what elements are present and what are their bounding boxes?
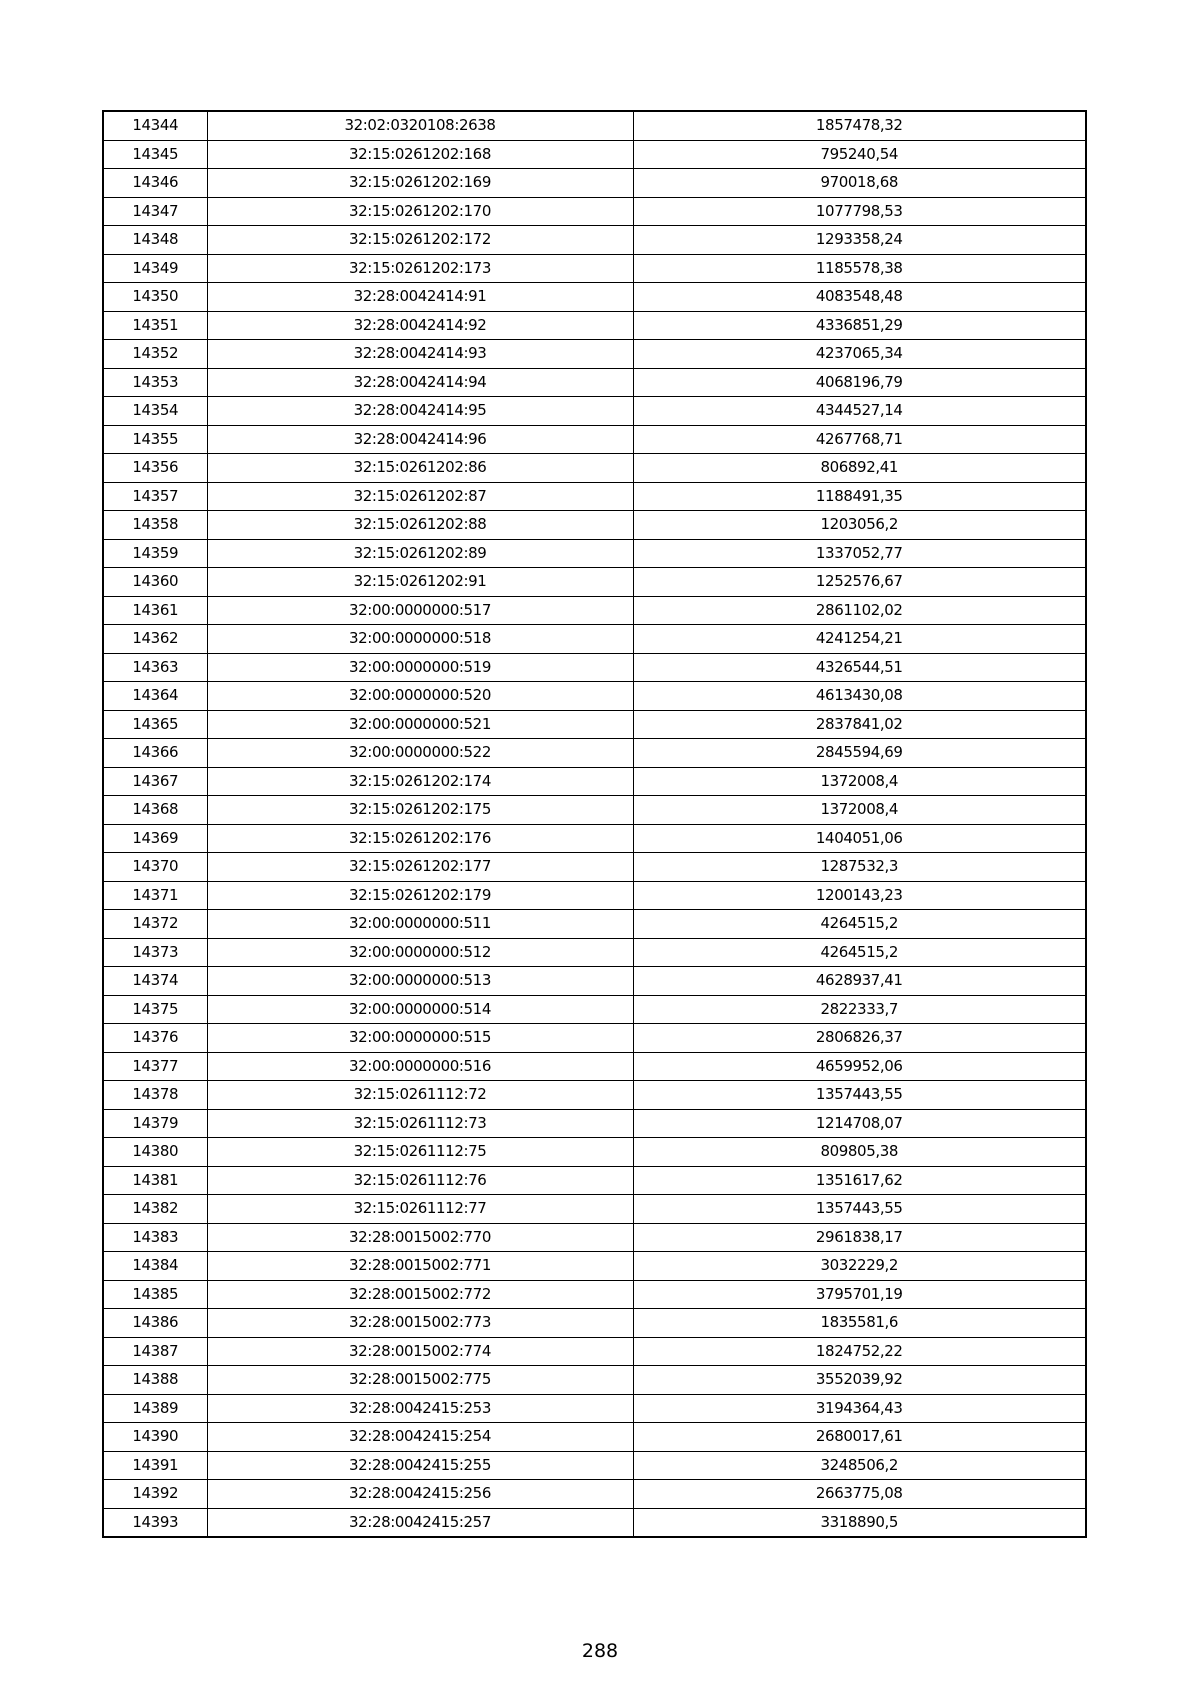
cadastral-value-cell: 1185578,38 <box>633 254 1086 283</box>
table-row <box>103 767 1086 796</box>
cadastral-number-cell: 32:28:0042414:95 <box>207 397 633 426</box>
table-row <box>103 967 1086 996</box>
row-number-cell: 14379 <box>103 1109 207 1138</box>
cadastral-number-cell: 32:28:0015002:770 <box>207 1223 633 1252</box>
cadastral-value-cell: 1214708,07 <box>633 1109 1086 1138</box>
row-number-cell: 14345 <box>103 140 207 169</box>
cadastral-value-cell: 1835581,6 <box>633 1309 1086 1338</box>
row-number-cell: 14347 <box>103 197 207 226</box>
row-number-cell: 14351 <box>103 311 207 340</box>
cadastral-value-cell: 795240,54 <box>633 140 1086 169</box>
row-number-cell: 14352 <box>103 340 207 369</box>
cadastral-value-cell: 1252576,67 <box>633 568 1086 597</box>
cadastral-value-cell: 2861102,02 <box>633 596 1086 625</box>
cadastral-number-cell: 32:00:0000000:518 <box>207 625 633 654</box>
cadastral-number-cell: 32:15:0261202:87 <box>207 482 633 511</box>
cadastral-value-cell: 1200143,23 <box>633 881 1086 910</box>
cadastral-number-cell: 32:15:0261112:72 <box>207 1081 633 1110</box>
cadastral-number-cell: 32:00:0000000:512 <box>207 938 633 967</box>
cadastral-number-cell: 32:28:0015002:772 <box>207 1280 633 1309</box>
cadastral-value-cell: 1357443,55 <box>633 1081 1086 1110</box>
cadastral-value-cell: 1404051,06 <box>633 824 1086 853</box>
cadastral-value-cell: 4068196,79 <box>633 368 1086 397</box>
cadastral-number-cell: 32:28:0042415:253 <box>207 1394 633 1423</box>
table-row <box>103 1109 1086 1138</box>
row-number-cell: 14381 <box>103 1166 207 1195</box>
row-number-cell: 14389 <box>103 1394 207 1423</box>
table-row <box>103 1508 1086 1537</box>
cadastral-value-cell: 1351617,62 <box>633 1166 1086 1195</box>
row-number-cell: 14360 <box>103 568 207 597</box>
table-row <box>103 340 1086 369</box>
cadastral-number-cell: 32:15:0261112:75 <box>207 1138 633 1167</box>
cadastral-value-cell: 4267768,71 <box>633 425 1086 454</box>
row-number-cell: 14358 <box>103 511 207 540</box>
row-number-cell: 14390 <box>103 1423 207 1452</box>
cadastral-number-cell: 32:28:0042414:92 <box>207 311 633 340</box>
cadastral-value-cell: 4264515,2 <box>633 910 1086 939</box>
cadastral-number-cell: 32:28:0015002:773 <box>207 1309 633 1338</box>
table-row <box>103 853 1086 882</box>
cadastral-value-cell: 1287532,3 <box>633 853 1086 882</box>
table-row <box>103 1423 1086 1452</box>
table-row <box>103 169 1086 198</box>
row-number-cell: 14370 <box>103 853 207 882</box>
table-row <box>103 140 1086 169</box>
cadastral-number-cell: 32:15:0261202:169 <box>207 169 633 198</box>
cadastral-number-cell: 32:28:0042414:94 <box>207 368 633 397</box>
table-row <box>103 1024 1086 1053</box>
row-number-cell: 14359 <box>103 539 207 568</box>
cadastral-number-cell: 32:15:0261112:73 <box>207 1109 633 1138</box>
row-number-cell: 14383 <box>103 1223 207 1252</box>
table-row <box>103 682 1086 711</box>
table-row <box>103 226 1086 255</box>
table-row <box>103 283 1086 312</box>
table-row <box>103 1166 1086 1195</box>
row-number-cell: 14367 <box>103 767 207 796</box>
row-number-cell: 14361 <box>103 596 207 625</box>
row-number-cell: 14385 <box>103 1280 207 1309</box>
table-row <box>103 1337 1086 1366</box>
table-row <box>103 1052 1086 1081</box>
table-row <box>103 1394 1086 1423</box>
cadastral-value-cell: 1203056,2 <box>633 511 1086 540</box>
table-row <box>103 397 1086 426</box>
cadastral-number-cell: 32:00:0000000:514 <box>207 995 633 1024</box>
cadastral-number-cell: 32:15:0261202:176 <box>207 824 633 853</box>
cadastral-value-cell: 2806826,37 <box>633 1024 1086 1053</box>
cadastral-value-cell: 1077798,53 <box>633 197 1086 226</box>
cadastral-value-cell: 2837841,02 <box>633 710 1086 739</box>
cadastral-value-cell: 1293358,24 <box>633 226 1086 255</box>
table-row <box>103 910 1086 939</box>
row-number-cell: 14356 <box>103 454 207 483</box>
row-number-cell: 14362 <box>103 625 207 654</box>
table-row <box>103 625 1086 654</box>
cadastral-number-cell: 32:28:0015002:774 <box>207 1337 633 1366</box>
cadastral-number-cell: 32:00:0000000:517 <box>207 596 633 625</box>
cadastral-number-cell: 32:00:0000000:516 <box>207 1052 633 1081</box>
cadastral-value-cell: 1337052,77 <box>633 539 1086 568</box>
row-number-cell: 14393 <box>103 1508 207 1537</box>
table-row <box>103 454 1086 483</box>
cadastral-number-cell: 32:15:0261202:89 <box>207 539 633 568</box>
row-number-cell: 14368 <box>103 796 207 825</box>
cadastral-number-cell: 32:00:0000000:515 <box>207 1024 633 1053</box>
cadastral-number-cell: 32:15:0261202:175 <box>207 796 633 825</box>
row-number-cell: 14346 <box>103 169 207 198</box>
row-number-cell: 14375 <box>103 995 207 1024</box>
table-row <box>103 739 1086 768</box>
cadastral-number-cell: 32:28:0042415:257 <box>207 1508 633 1537</box>
table-row <box>103 254 1086 283</box>
row-number-cell: 14380 <box>103 1138 207 1167</box>
row-number-cell: 14371 <box>103 881 207 910</box>
row-number-cell: 14369 <box>103 824 207 853</box>
row-number-cell: 14350 <box>103 283 207 312</box>
table-row <box>103 596 1086 625</box>
table-row <box>103 796 1086 825</box>
cadastral-value-cell: 3552039,92 <box>633 1366 1086 1395</box>
cadastral-number-cell: 32:15:0261202:91 <box>207 568 633 597</box>
table-row <box>103 710 1086 739</box>
table-row <box>103 1081 1086 1110</box>
cadastral-value-cell: 1372008,4 <box>633 796 1086 825</box>
cadastral-number-cell: 32:15:0261202:86 <box>207 454 633 483</box>
cadastral-number-cell: 32:15:0261202:168 <box>207 140 633 169</box>
cadastral-value-cell: 4264515,2 <box>633 938 1086 967</box>
table-row <box>103 1223 1086 1252</box>
cadastral-value-cell: 4326544,51 <box>633 653 1086 682</box>
row-number-cell: 14349 <box>103 254 207 283</box>
row-number-cell: 14388 <box>103 1366 207 1395</box>
cadastral-value-cell: 1857478,32 <box>633 111 1086 140</box>
table-row <box>103 653 1086 682</box>
cadastral-value-cell: 4237065,34 <box>633 340 1086 369</box>
row-number-cell: 14366 <box>103 739 207 768</box>
row-number-cell: 14364 <box>103 682 207 711</box>
table-row <box>103 1195 1086 1224</box>
cadastral-value-cell: 2680017,61 <box>633 1423 1086 1452</box>
cadastral-value-cell: 1188491,35 <box>633 482 1086 511</box>
cadastral-value-cell: 2961838,17 <box>633 1223 1086 1252</box>
table-row <box>103 311 1086 340</box>
cadastral-value-cell: 1824752,22 <box>633 1337 1086 1366</box>
row-number-cell: 14363 <box>103 653 207 682</box>
cadastral-value-cell: 2822333,7 <box>633 995 1086 1024</box>
row-number-cell: 14357 <box>103 482 207 511</box>
row-number-cell: 14378 <box>103 1081 207 1110</box>
cadastral-number-cell: 32:00:0000000:511 <box>207 910 633 939</box>
row-number-cell: 14377 <box>103 1052 207 1081</box>
row-number-cell: 14372 <box>103 910 207 939</box>
cadastral-number-cell: 32:00:0000000:519 <box>207 653 633 682</box>
cadastral-number-cell: 32:15:0261202:172 <box>207 226 633 255</box>
cadastral-number-cell: 32:28:0015002:775 <box>207 1366 633 1395</box>
table-body <box>103 111 1086 1537</box>
cadastral-value-cell: 3248506,2 <box>633 1451 1086 1480</box>
cadastral-number-cell: 32:15:0261202:177 <box>207 853 633 882</box>
cadastral-number-cell: 32:15:0261202:170 <box>207 197 633 226</box>
table-row <box>103 1309 1086 1338</box>
cadastral-value-cell: 4083548,48 <box>633 283 1086 312</box>
row-number-cell: 14348 <box>103 226 207 255</box>
cadastral-number-cell: 32:15:0261112:76 <box>207 1166 633 1195</box>
cadastral-value-cell: 4344527,14 <box>633 397 1086 426</box>
table-row <box>103 938 1086 967</box>
cadastral-value-cell: 806892,41 <box>633 454 1086 483</box>
cadastral-number-cell: 32:28:0042414:91 <box>207 283 633 312</box>
cadastral-number-cell: 32:28:0042415:254 <box>207 1423 633 1452</box>
cadastral-number-cell: 32:15:0261202:88 <box>207 511 633 540</box>
cadastral-number-cell: 32:28:0042414:93 <box>207 340 633 369</box>
cadastral-value-cell: 1357443,55 <box>633 1195 1086 1224</box>
cadastral-value-cell: 4628937,41 <box>633 967 1086 996</box>
row-number-cell: 14355 <box>103 425 207 454</box>
table-row <box>103 1451 1086 1480</box>
cadastral-number-cell: 32:28:0042414:96 <box>207 425 633 454</box>
row-number-cell: 14374 <box>103 967 207 996</box>
cadastral-number-cell: 32:28:0042415:256 <box>207 1480 633 1509</box>
row-number-cell: 14387 <box>103 1337 207 1366</box>
cadastral-value-cell: 4659952,06 <box>633 1052 1086 1081</box>
table-row <box>103 511 1086 540</box>
row-number-cell: 14382 <box>103 1195 207 1224</box>
table-row <box>103 568 1086 597</box>
row-number-cell: 14386 <box>103 1309 207 1338</box>
table-row <box>103 1480 1086 1509</box>
cadastral-value-cell: 4613430,08 <box>633 682 1086 711</box>
cadastral-value-cell: 970018,68 <box>633 169 1086 198</box>
cadastral-value-cell: 1372008,4 <box>633 767 1086 796</box>
cadastral-number-cell: 32:00:0000000:513 <box>207 967 633 996</box>
row-number-cell: 14344 <box>103 111 207 140</box>
cadastral-value-cell: 2663775,08 <box>633 1480 1086 1509</box>
cadastral-value-cell: 3194364,43 <box>633 1394 1086 1423</box>
table-row <box>103 995 1086 1024</box>
cadastral-number-cell: 32:28:0042415:255 <box>207 1451 633 1480</box>
cadastral-number-cell: 32:00:0000000:520 <box>207 682 633 711</box>
cadastral-value-cell: 809805,38 <box>633 1138 1086 1167</box>
table-row <box>103 1366 1086 1395</box>
row-number-cell: 14354 <box>103 397 207 426</box>
row-number-cell: 14353 <box>103 368 207 397</box>
table-row <box>103 425 1086 454</box>
cadastral-number-cell: 32:02:0320108:2638 <box>207 111 633 140</box>
cadastral-number-cell: 32:15:0261202:174 <box>207 767 633 796</box>
table-row <box>103 1280 1086 1309</box>
cadastral-value-cell: 4241254,21 <box>633 625 1086 654</box>
row-number-cell: 14391 <box>103 1451 207 1480</box>
row-number-cell: 14384 <box>103 1252 207 1281</box>
table-row <box>103 111 1086 140</box>
table-row <box>103 1252 1086 1281</box>
table-row <box>103 368 1086 397</box>
table-row <box>103 197 1086 226</box>
table-row <box>103 482 1086 511</box>
row-number-cell: 14376 <box>103 1024 207 1053</box>
cadastral-value-cell: 3318890,5 <box>633 1508 1086 1537</box>
cadastral-value-cell: 3795701,19 <box>633 1280 1086 1309</box>
cadastral-value-cell: 3032229,2 <box>633 1252 1086 1281</box>
row-number-cell: 14392 <box>103 1480 207 1509</box>
table-row <box>103 539 1086 568</box>
cadastral-number-cell: 32:00:0000000:522 <box>207 739 633 768</box>
cadastral-value-cell: 2845594,69 <box>633 739 1086 768</box>
cadastral-number-cell: 32:15:0261202:173 <box>207 254 633 283</box>
row-number-cell: 14373 <box>103 938 207 967</box>
cadastral-number-cell: 32:15:0261112:77 <box>207 1195 633 1224</box>
table-row <box>103 1138 1086 1167</box>
cadastral-value-table <box>102 110 1087 1538</box>
table-row <box>103 824 1086 853</box>
cadastral-number-cell: 32:28:0015002:771 <box>207 1252 633 1281</box>
cadastral-value-cell: 4336851,29 <box>633 311 1086 340</box>
row-number-cell: 14365 <box>103 710 207 739</box>
table-row <box>103 881 1086 910</box>
page-number: 288 <box>581 1640 619 1662</box>
cadastral-number-cell: 32:00:0000000:521 <box>207 710 633 739</box>
cadastral-number-cell: 32:15:0261202:179 <box>207 881 633 910</box>
